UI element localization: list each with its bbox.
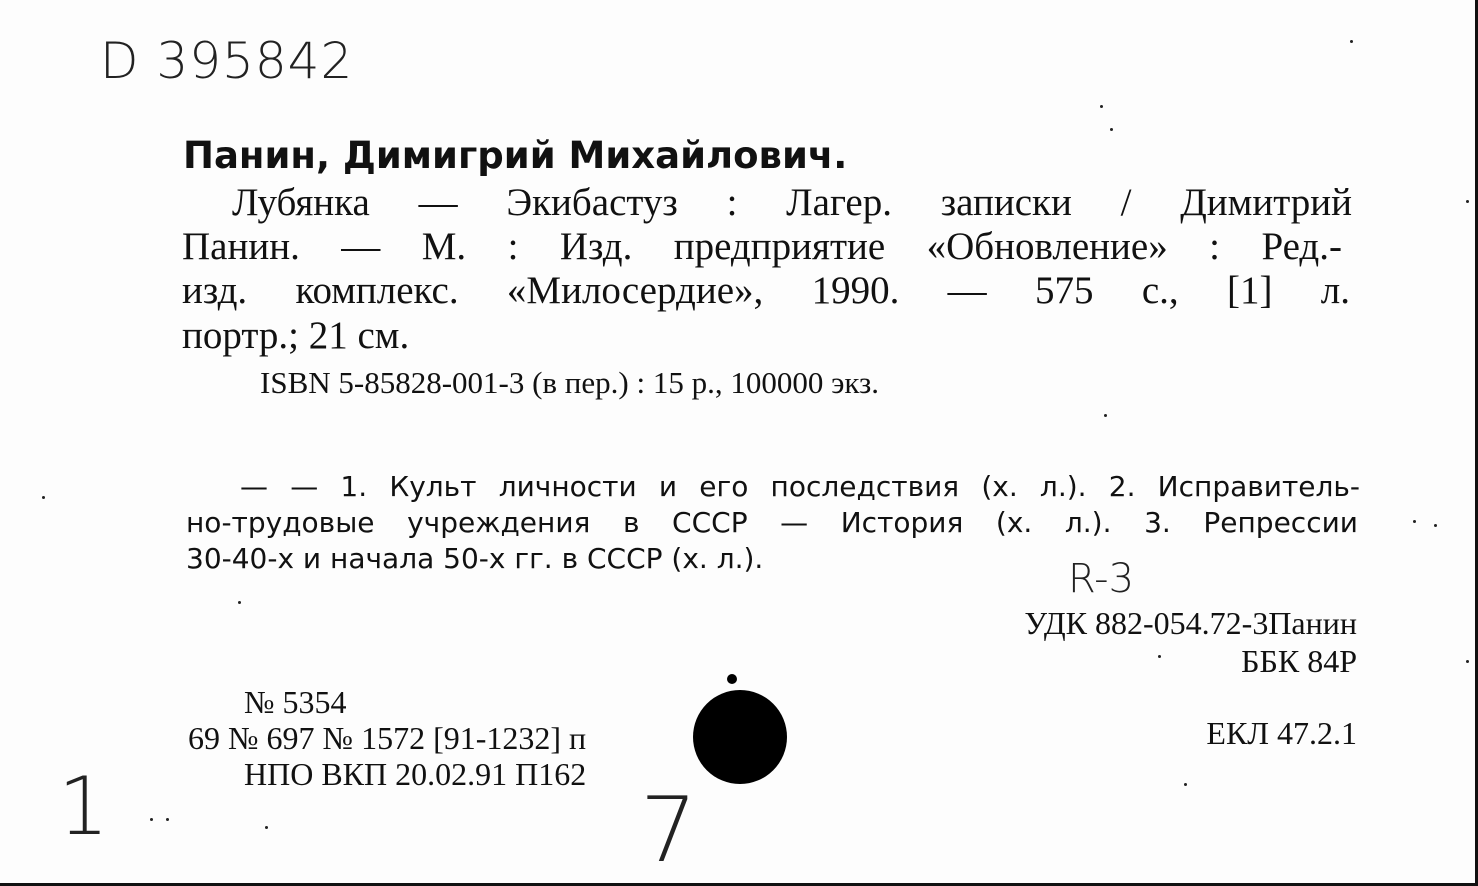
author-heading: Панин, Димигрий Михайлович. — [183, 134, 848, 177]
speck — [150, 818, 153, 821]
speck — [265, 826, 268, 829]
handwritten-call-number: D 395842 — [100, 32, 354, 90]
description-line-4: портр.; 21 см. — [182, 314, 410, 357]
description-line-3: изд. комплекс. «Милосердие», 1990. — 575 с., [1] л. — [182, 269, 1350, 312]
punch-hole-speck — [727, 674, 737, 684]
footer-line-2: 69 № 697 № 1572 [91-1232] п — [188, 720, 587, 756]
speck — [1466, 200, 1469, 203]
speck — [166, 818, 169, 821]
speck — [1158, 655, 1161, 658]
speck — [1104, 414, 1107, 417]
speck — [42, 496, 45, 499]
punch-hole — [693, 690, 787, 784]
handwritten-call-number-2: R-3 — [1068, 556, 1135, 602]
speck — [1110, 128, 1113, 131]
isbn-line: ISBN 5-85828-001-3 (в пер.) : 15 р., 100000 экз. — [260, 365, 880, 400]
subjects-line-2: но-трудовые учреждения в СССР — История (х. л.). 3. Репрессии — [186, 506, 1358, 539]
footer-line-3: НПО ВКП 20.02.91 П162 — [244, 756, 587, 792]
subjects-line-1: — — 1. Культ личности и его последствия (х. л.). 2. Исправитель- — [240, 470, 1360, 503]
speck — [1413, 520, 1416, 523]
ekl-code: ЕКЛ 47.2.1 — [1206, 715, 1357, 751]
description-line-1: Лубянка — Экибастуз : Лагер. записки / Димитрий — [232, 181, 1352, 224]
speck — [1100, 105, 1103, 108]
speck — [1350, 40, 1353, 43]
footer-line-1: № 5354 — [244, 684, 347, 720]
description-line-2: Панин. — М. : Изд. предприятие «Обновление» : Ред.- — [182, 225, 1342, 268]
handwritten-margin-mark: 1 — [58, 760, 109, 853]
speck — [1466, 660, 1469, 663]
bbk-code: ББК 84Р — [1241, 643, 1357, 679]
handwritten-bottom-mark: 7 — [640, 778, 698, 883]
speck — [1434, 524, 1437, 527]
speck — [238, 601, 241, 604]
udk-code: УДК 882-054.72-3Панин — [1024, 605, 1357, 641]
speck — [1184, 783, 1187, 786]
subjects-line-3: 30-40-х и начала 50-х гг. в СССР (х. л.). — [186, 542, 764, 575]
